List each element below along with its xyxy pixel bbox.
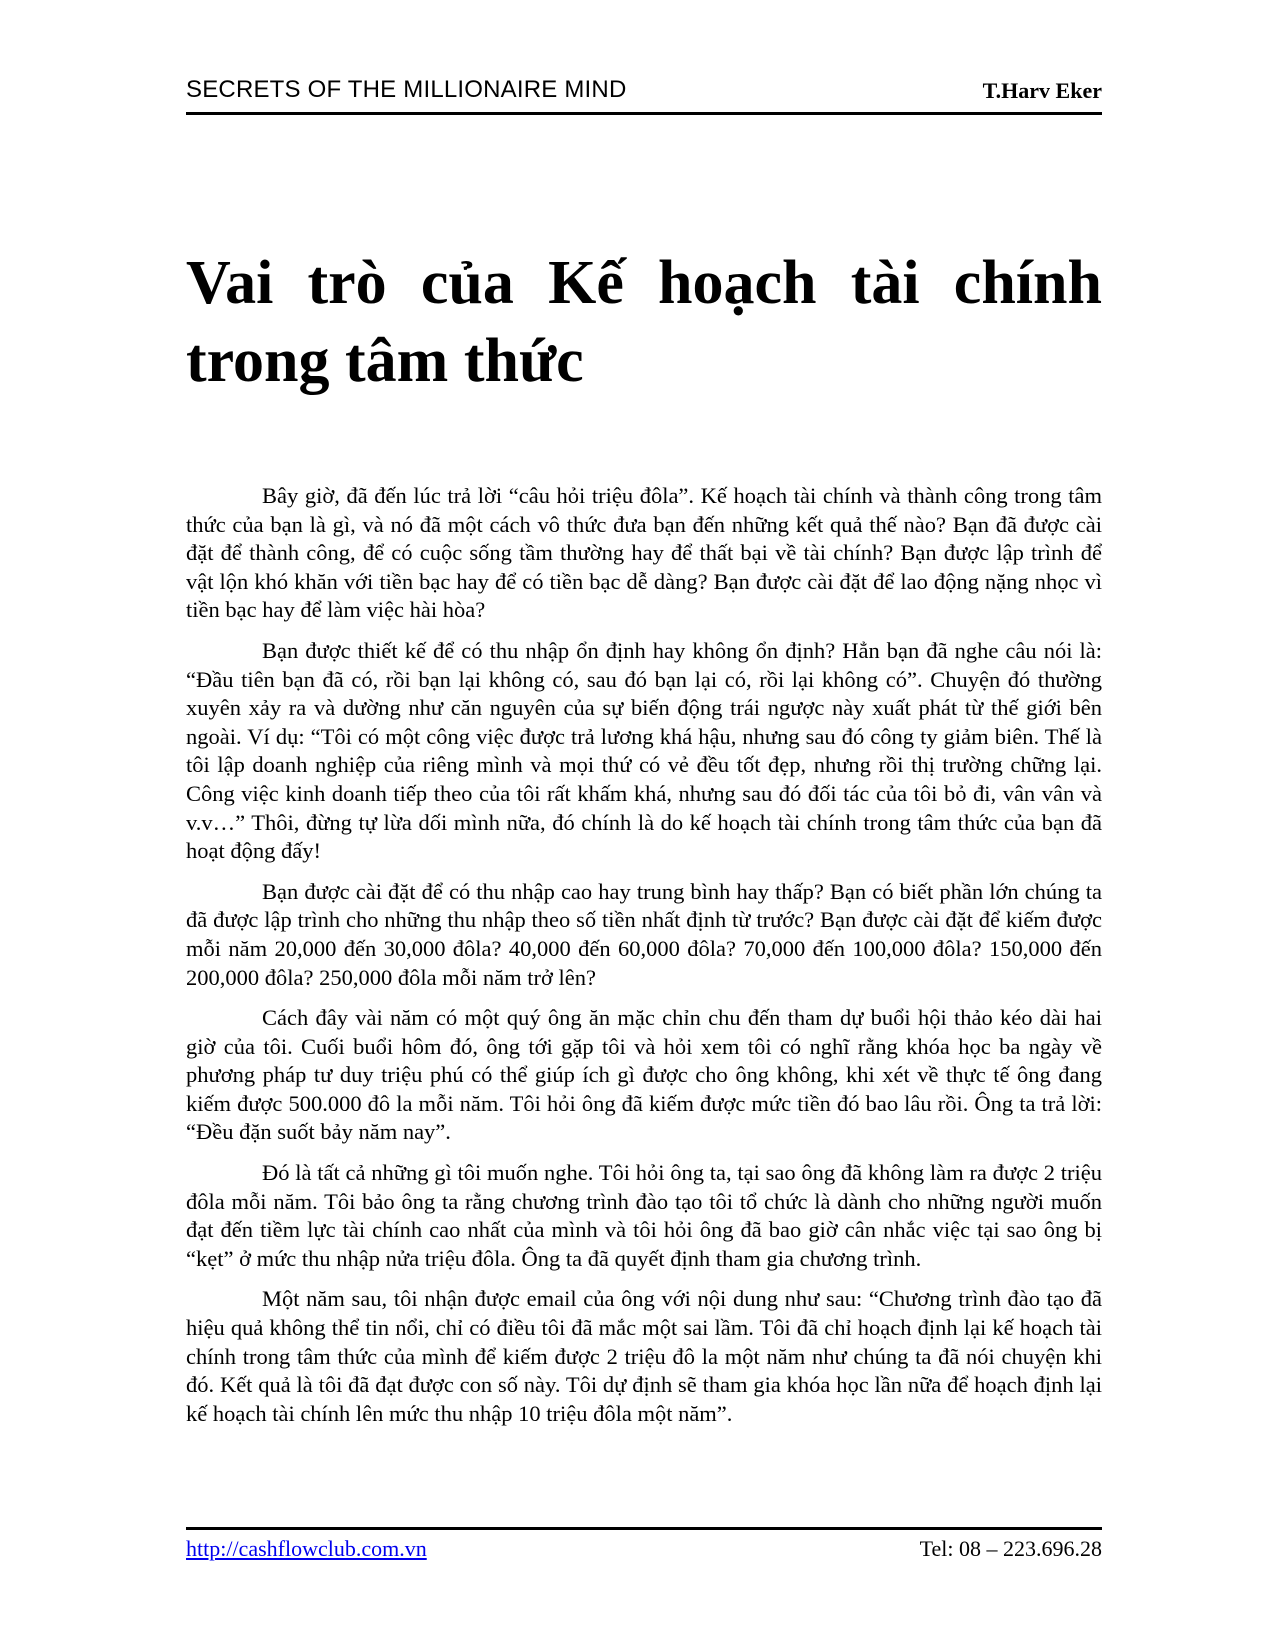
paragraph-2: Bạn được thiết kế để có thu nhập ổn định hay không ổn định? Hẳn bạn đã nghe câu nói là: “Đầu tiên bạn đã có, rồi bạn lại không có, sau đó bạn lại có, rồi lại không có”. Chuyện đó thường xuyên xảy ra và dường như căn nguyên của sự biến động trái ngược này xuất phát từ thế giới bên ngoài. Ví dụ: “Tôi có một công việc được trả lương khá hậu, nhưng sau đó công ty giảm biên. Thế là tôi lập doanh nghiệp của riêng mình và mọi thứ có vẻ đều tốt đẹp, nhưng rồi thị trường chững lại. Công việc kinh doanh tiếp theo của tôi rất khấm khá, nhưng sau đó đối tác của tôi bỏ đi, vân vân và v.v…” Thôi, đừng tự lừa dối mình nữa, đó chính là do kế hoạch tài chính trong tâm thức của bạn đã hoạt động đấy! <box>186 637 1102 864</box>
chapter-title: Vai trò của Kế hoạch tài chính trong tâm thức <box>186 249 1102 395</box>
website-link[interactable]: http://cashflowclub.com.vn <box>186 1536 427 1561</box>
body-text <box>186 482 1102 1440</box>
author-name: T.Harv Eker <box>982 78 1102 103</box>
paragraph-4: Cách đây vài năm có một quý ông ăn mặc chỉn chu đến tham dự buổi hội thảo kéo dài hai giờ của tôi. Cuối buổi hôm đó, ông tới gặp tôi và hỏi xem tôi có nghĩ rằng khóa học ba ngày về phương pháp tư duy triệu phú có thể giúp ích gì được cho ông không, khi xét về thực tế ông đang kiếm được 500.000 đô la mỗi năm. Tôi hỏi ông đã kiếm được mức tiền đó bao lâu rồi. Ông ta trả lời: “Đều đặn suốt bảy năm nay”. <box>186 1005 1102 1145</box>
telephone-number: Tel: 08 – 223.696.28 <box>919 1536 1102 1561</box>
paragraph-6: Một năm sau, tôi nhận được email của ông với nội dung như sau: “Chương trình đào tạo đã hiệu quả không thể tin nổi, chỉ có điều tôi đã mắc một sai lầm. Tôi đã chỉ hoạch định lại kế hoạch tài chính trong tâm thức của mình để kiếm được 2 triệu đô la một năm như chúng ta đã nói chuyện khi đó. Kết quả là tôi đã đạt được con số này. Tôi dự định sẽ tham gia khóa học lần nữa để hoạch định lại kế hoạch tài chính lên mức thu nhập 10 triệu đôla một năm”. <box>186 1286 1102 1426</box>
running-header <box>186 76 1102 115</box>
book-title: SECRETS OF THE MILLIONAIRE MIND <box>186 76 627 103</box>
paragraph-3: Bạn được cài đặt để có thu nhập cao hay trung bình hay thấp? Bạn có biết phần lớn chúng ta đã được lập trình cho những thu nhập theo số tiền nhất định từ trước? Bạn được cài đặt để kiếm được mỗi năm 20,000 đến 30,000 đôla? 40,000 đến 60,000 đôla? 70,000 đến 100,000 đôla? 150,000 đến 200,000 đôla? 250,000 đôla mỗi năm trở lên? <box>186 878 1102 990</box>
paragraph-1: Bây giờ, đã đến lúc trả lời “câu hỏi triệu đôla”. Kế hoạch tài chính và thành công trong tâm thức của bạn là gì, và nó đã một cách vô thức đưa bạn đến những kết quả thế nào? Bạn đã được cài đặt để thành công, để có cuộc sống tầm thường hay để thất bại về tài chính? Bạn được lập trình để vật lộn khó khăn với tiền bạc hay để có tiền bạc dễ dàng? Bạn được cài đặt để lao động nặng nhọc vì tiền bạc hay để làm việc hài hòa? <box>186 483 1102 623</box>
page-footer <box>186 1527 1102 1570</box>
paragraph-5: Đó là tất cả những gì tôi muốn nghe. Tôi hỏi ông ta, tại sao ông đã không làm ra được 2 triệu đôla mỗi năm. Tôi bảo ông ta rằng chương trình đào tạo tôi tổ chức là dành cho những người muốn đạt đến tiềm lực tài chính cao nhất của mình và tôi hỏi ông đã bao giờ cân nhắc việc tại sao ông bị “kẹt” ở mức thu nhập nửa triệu đôla. Ông ta đã quyết định tham gia chương trình. <box>186 1160 1102 1271</box>
